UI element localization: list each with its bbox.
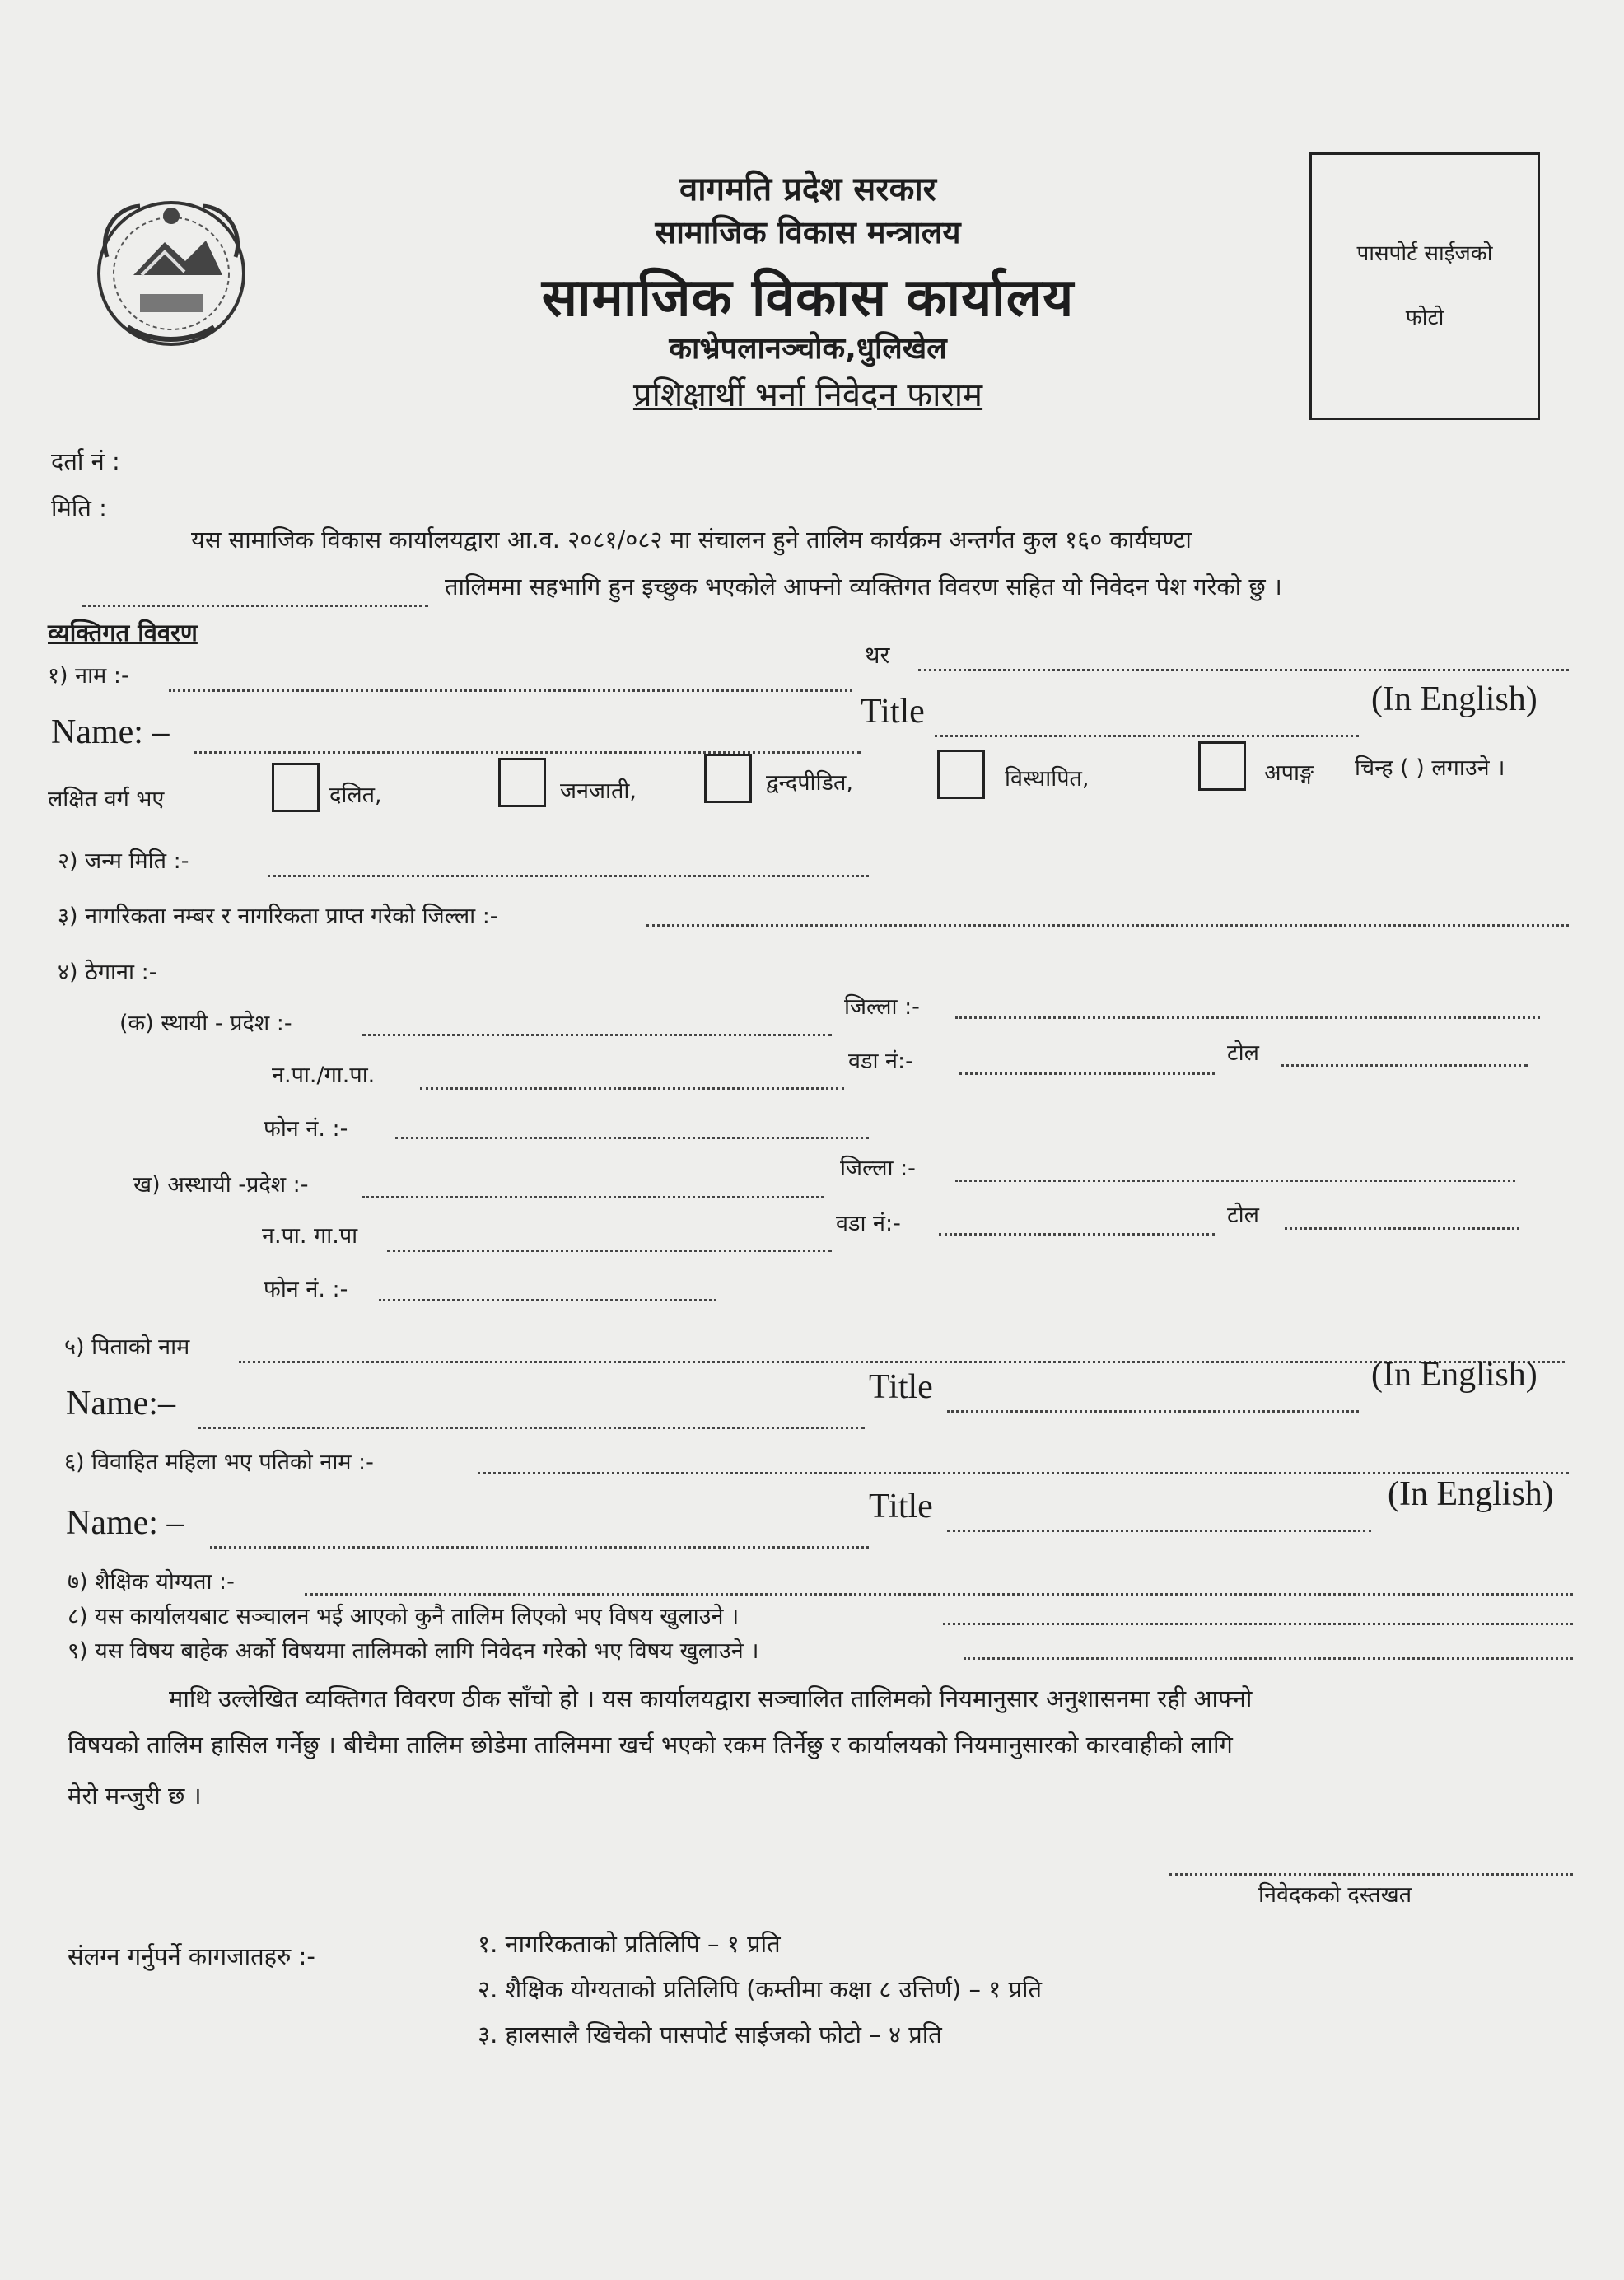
- father-name-english-label: Name:–: [66, 1385, 175, 1423]
- q6-husband-label: ६) विवाहित महिला भए पतिको नाम :-: [64, 1450, 374, 1475]
- education-field[interactable]: [305, 1583, 1573, 1599]
- previous-training-field[interactable]: [943, 1613, 1573, 1628]
- applicant-signature-label: निवेदकको दस्तखत: [1258, 1882, 1412, 1908]
- other-application-field[interactable]: [964, 1647, 1573, 1663]
- title-field[interactable]: [935, 725, 1359, 741]
- tick-instruction: चिन्ह ( ) लगाउने ।: [1355, 755, 1505, 781]
- nepal-emblem-icon: [82, 183, 259, 357]
- office-name: सामाजिक विकास कार्यालय: [541, 268, 1075, 329]
- passport-photo-box: [1309, 152, 1540, 420]
- option-disabled: अपाङ्ग: [1264, 760, 1314, 786]
- temporary-tole-field[interactable]: [1285, 1217, 1519, 1233]
- citizenship-field[interactable]: [646, 914, 1569, 930]
- photo-box-label-2: फोटो: [1405, 306, 1444, 330]
- father-title-field[interactable]: [947, 1400, 1359, 1416]
- title-label: Title: [861, 693, 925, 731]
- temporary-municipality-field[interactable]: [387, 1240, 832, 1255]
- dob-field[interactable]: [268, 865, 869, 881]
- registration-number-label: दर्ता नं :: [51, 447, 120, 475]
- father-name-field[interactable]: [239, 1351, 1565, 1367]
- temporary-municipality-label: न.पा. गा.पा: [262, 1223, 358, 1249]
- temporary-ward-label: वडा नं:-: [836, 1211, 901, 1236]
- section-personal-details: व्यक्तिगत विवरण: [48, 619, 198, 647]
- surname-field[interactable]: [918, 659, 1569, 675]
- permanent-phone-field[interactable]: [395, 1127, 869, 1142]
- q7-education-label: ७) शैक्षिक योग्यता :-: [68, 1569, 235, 1595]
- husband-title-label: Title: [869, 1488, 933, 1525]
- attachment-item-2: २. शैक्षिक योग्यताको प्रतिलिपि (कम्तीमा कक्षा ८ उत्तिर्ण) – १ प्रति: [478, 1975, 1043, 2003]
- husband-name-english-field[interactable]: [210, 1536, 869, 1552]
- government-name: वागमति प्रदेश सरकार: [679, 171, 937, 208]
- father-name-english-field[interactable]: [198, 1417, 865, 1432]
- permanent-district-label: जिल्ला :-: [844, 994, 920, 1020]
- father-in-english-note: (In English): [1371, 1356, 1538, 1394]
- temporary-tole-label: टोल: [1227, 1203, 1259, 1228]
- declaration-line-2: विषयको तालिम हासिल गर्नेछु । बीचैमा तालिम छोडेमा तालिममा खर्च भएको रकम तिर्नेछु र कार्यालयको नियमानुसारको कारवाहीको लागि: [68, 1731, 1233, 1759]
- temporary-phone-field[interactable]: [379, 1289, 716, 1305]
- option-conflict-victim: द्वन्दपीडित,: [766, 770, 853, 796]
- name-english-label: Name: –: [51, 713, 170, 751]
- intro-line-2: तालिममा सहभागि हुन इच्छुक भएकोले आफ्नो व्यक्तिगत विवरण सहित यो निवेदन पेश गरेको छु ।: [445, 572, 1282, 600]
- permanent-ward-label: वडा नं:-: [848, 1049, 913, 1074]
- intro-line-1: यस सामाजिक विकास कार्यालयद्वारा आ.व. २०८१/०८२ मा संचालन हुने तालिम कार्यक्रम अन्तर्गत कुल १६० कार्यघण्टा: [191, 526, 1192, 554]
- temporary-district-label: जिल्ला :-: [840, 1156, 916, 1181]
- q1-name-label: १) नाम :-: [48, 663, 129, 689]
- checkbox-disabled[interactable]: [1198, 741, 1246, 791]
- permanent-municipality-label: न.पा./गा.पा.: [272, 1063, 376, 1088]
- q9-other-application-label: ९) यस विषय बाहेक अर्को विषयमा तालिमको लागि निवेदन गरेको भए विषय खुलाउने ।: [68, 1638, 759, 1664]
- temporary-province-field[interactable]: [362, 1186, 824, 1202]
- checkbox-dalit[interactable]: [272, 763, 320, 812]
- surname-label: थर: [865, 641, 890, 669]
- q8-previous-training-label: ८) यस कार्यालयबाट सञ्चालन भई आएको कुनै तालिम लिएको भए विषय खुलाउने ।: [68, 1604, 740, 1629]
- permanent-phone-label: फोन नं. :-: [264, 1116, 348, 1142]
- permanent-municipality-field[interactable]: [420, 1077, 844, 1093]
- name-nepali-field[interactable]: [169, 680, 852, 695]
- permanent-province-label: (क) स्थायी - प्रदेश :-: [119, 1011, 292, 1036]
- permanent-ward-field[interactable]: [959, 1063, 1215, 1078]
- checkbox-janajati[interactable]: [498, 758, 546, 807]
- attachments-label: संलग्न गर्नुपर्ने कागजातहरु :-: [68, 1942, 315, 1970]
- option-displaced: विस्थापित,: [1005, 766, 1090, 792]
- option-janajati: जनजाती,: [560, 778, 637, 804]
- attachment-item-3: ३. हालसालै खिचेको पासपोर्ट साईजको फोटो – ४ प्रति: [478, 2021, 942, 2049]
- option-dalit: दलित,: [329, 783, 382, 808]
- in-english-note: (In English): [1371, 680, 1538, 718]
- q5-father-label: ५) पिताको नाम: [64, 1334, 190, 1360]
- permanent-province-field[interactable]: [362, 1024, 832, 1040]
- checkbox-displaced[interactable]: [937, 750, 985, 799]
- temporary-phone-label: फोन नं. :-: [264, 1277, 348, 1302]
- permanent-tole-field[interactable]: [1281, 1054, 1528, 1070]
- temporary-ward-field[interactable]: [939, 1223, 1215, 1239]
- signature-field[interactable]: [1169, 1863, 1573, 1879]
- name-english-field[interactable]: [194, 741, 861, 757]
- temporary-province-label: ख) अस्थायी -प्रदेश :-: [133, 1172, 309, 1198]
- father-title-label: Title: [869, 1368, 933, 1406]
- permanent-tole-label: टोल: [1227, 1040, 1259, 1066]
- ministry-name: सामाजिक विकास मन्त्रालय: [655, 214, 961, 250]
- husband-in-english-note: (In English): [1388, 1475, 1554, 1513]
- date-label: मिति :: [51, 494, 107, 522]
- intro-blank-field[interactable]: [82, 595, 428, 610]
- husband-name-english-label: Name: –: [66, 1504, 184, 1542]
- husband-title-field[interactable]: [947, 1520, 1371, 1535]
- q4-address-label: ४) ठेगाना :-: [58, 960, 157, 985]
- temporary-district-field[interactable]: [955, 1170, 1515, 1185]
- photo-box-label-1: पासपोर्ट साईजको: [1356, 241, 1493, 266]
- declaration-line-1: माथि उल्लेखित व्यक्तिगत विवरण ठीक साँचो हो । यस कार्यालयद्वारा सञ्चालित तालिमको नियमानुसार अनुशासनमा रही आफ्नो: [169, 1684, 1253, 1712]
- checkbox-conflict-victim[interactable]: [704, 754, 752, 803]
- form-title: प्रशिक्षार्थी भर्ना निवेदन फाराम: [632, 376, 983, 414]
- office-address: काभ्रेपलानञ्चोक,धुलिखेल: [669, 332, 947, 366]
- permanent-district-field[interactable]: [955, 1007, 1540, 1022]
- attachment-item-1: १. नागरिकताको प्रतिलिपि – १ प्रति: [478, 1930, 781, 1958]
- declaration-line-3: मेरो मन्जुरी छ ।: [68, 1782, 202, 1810]
- target-group-label: लक्षित वर्ग भए: [48, 787, 165, 812]
- q3-citizenship-label: ३) नागरिकता नम्बर र नागरिकता प्राप्त गरेको जिल्ला :-: [58, 904, 498, 929]
- q2-dob-label: २) जन्म मिति :-: [58, 848, 189, 874]
